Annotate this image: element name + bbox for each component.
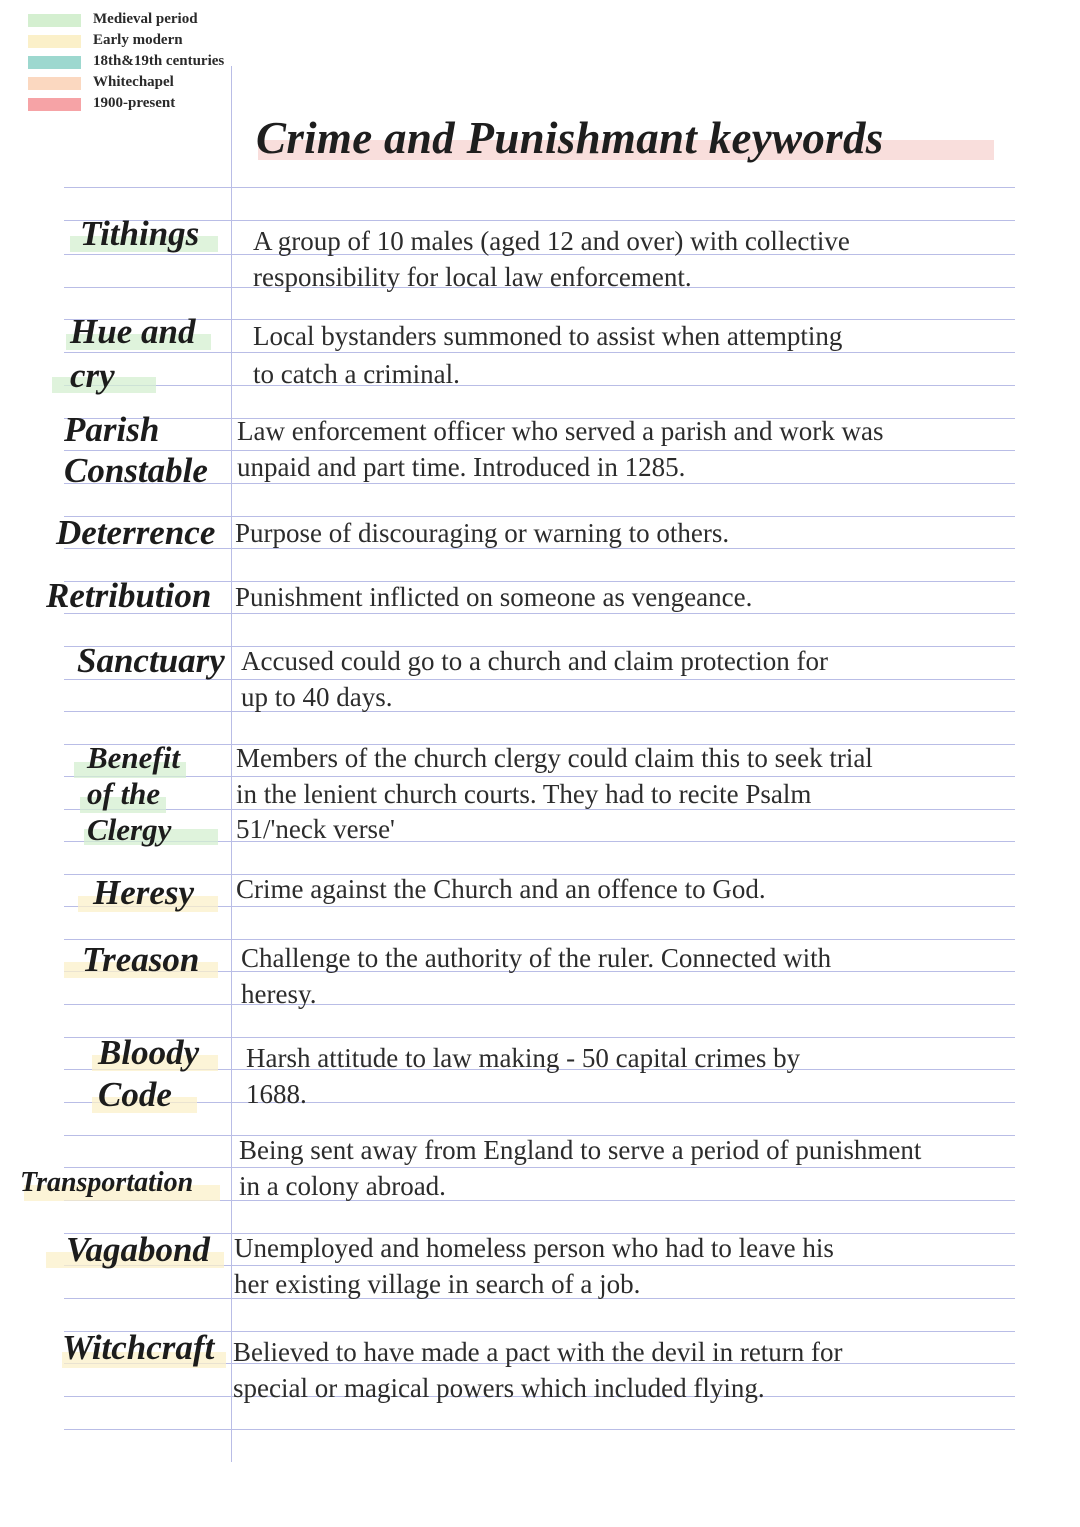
keyword-term: Treason — [82, 940, 200, 979]
keyword-definition: Unemployed and homeless person who had to leave his — [234, 1233, 834, 1263]
legend-swatch — [28, 56, 81, 69]
keyword-definition: Challenge to the authority of the ruler. Connected with — [241, 943, 832, 973]
page-title: Crime and Punishmant keywords — [256, 113, 884, 163]
keyword-term: Witchcraft — [62, 1328, 215, 1367]
keyword-term: Transportation — [20, 1167, 194, 1198]
keyword-term: Parish — [64, 410, 160, 449]
keyword-definition: unpaid and part time. Introduced in 1285. — [237, 452, 686, 482]
keyword-definition: Believed to have made a pact with the devil in return for — [233, 1337, 843, 1367]
keyword-term: Hue and — [70, 312, 196, 351]
keyword-definition: special or magical powers which included flying. — [233, 1373, 765, 1403]
keyword-term: of the — [87, 776, 161, 811]
keyword-definition: Local bystanders summoned to assist when attempting — [253, 321, 843, 351]
keyword-term: Tithings — [80, 214, 200, 253]
legend-swatch — [28, 77, 81, 90]
keyword-definition: responsibility for local law enforcement. — [253, 262, 692, 292]
keyword-term: Clergy — [87, 812, 172, 847]
keyword-term: Retribution — [46, 576, 212, 615]
keyword-term: Benefit — [87, 740, 180, 775]
legend-label: 18th&19th centuries — [93, 53, 225, 69]
keyword-term: Code — [98, 1075, 172, 1114]
keyword-definition: her existing village in search of a job. — [234, 1269, 641, 1299]
keyword-definition: Being sent away from England to serve a period of punishment — [239, 1135, 922, 1165]
keyword-definition: 1688. — [246, 1079, 307, 1109]
keyword-definition: in the lenient church courts. They had to recite Psalm — [236, 779, 812, 809]
legend-swatch — [28, 14, 81, 27]
legend-label: Whitechapel — [93, 74, 174, 90]
keyword-definition: Punishment inflicted on someone as vengeance. — [235, 582, 753, 612]
keyword-term: Deterrence — [56, 513, 216, 552]
keyword-definition: Purpose of discouraging or warning to others. — [235, 518, 730, 548]
keyword-definition: Members of the church clergy could claim this to seek trial — [236, 743, 873, 773]
keyword-term: cry — [70, 356, 115, 395]
legend-label: 1900-present — [93, 95, 176, 111]
keyword-definition: heresy. — [241, 979, 317, 1009]
keyword-term: Vagabond — [66, 1230, 210, 1269]
keyword-definition: Crime against the Church and an offence to God. — [236, 874, 766, 904]
keyword-definition: Law enforcement officer who served a parish and work was — [237, 416, 884, 446]
keyword-term: Sanctuary — [77, 641, 225, 680]
keyword-definition: in a colony abroad. — [239, 1171, 446, 1201]
legend-swatch — [28, 98, 81, 111]
keyword-term: Constable — [64, 451, 208, 490]
legend-label: Early modern — [93, 32, 183, 48]
keyword-definition: 51/'neck verse' — [236, 814, 395, 844]
keyword-definition: A group of 10 males (aged 12 and over) with collective — [253, 226, 850, 256]
legend-label: Medieval period — [93, 11, 198, 27]
keyword-definition: to catch a criminal. — [253, 359, 460, 389]
legend-swatch — [28, 35, 81, 48]
keyword-term: Bloody — [98, 1033, 200, 1072]
keyword-term: Heresy — [93, 873, 195, 912]
keyword-definition: Harsh attitude to law making - 50 capital crimes by — [246, 1043, 801, 1073]
margin-line — [231, 66, 232, 1462]
keyword-definition: Accused could go to a church and claim protection for — [241, 646, 829, 676]
keyword-definition: up to 40 days. — [241, 682, 393, 712]
